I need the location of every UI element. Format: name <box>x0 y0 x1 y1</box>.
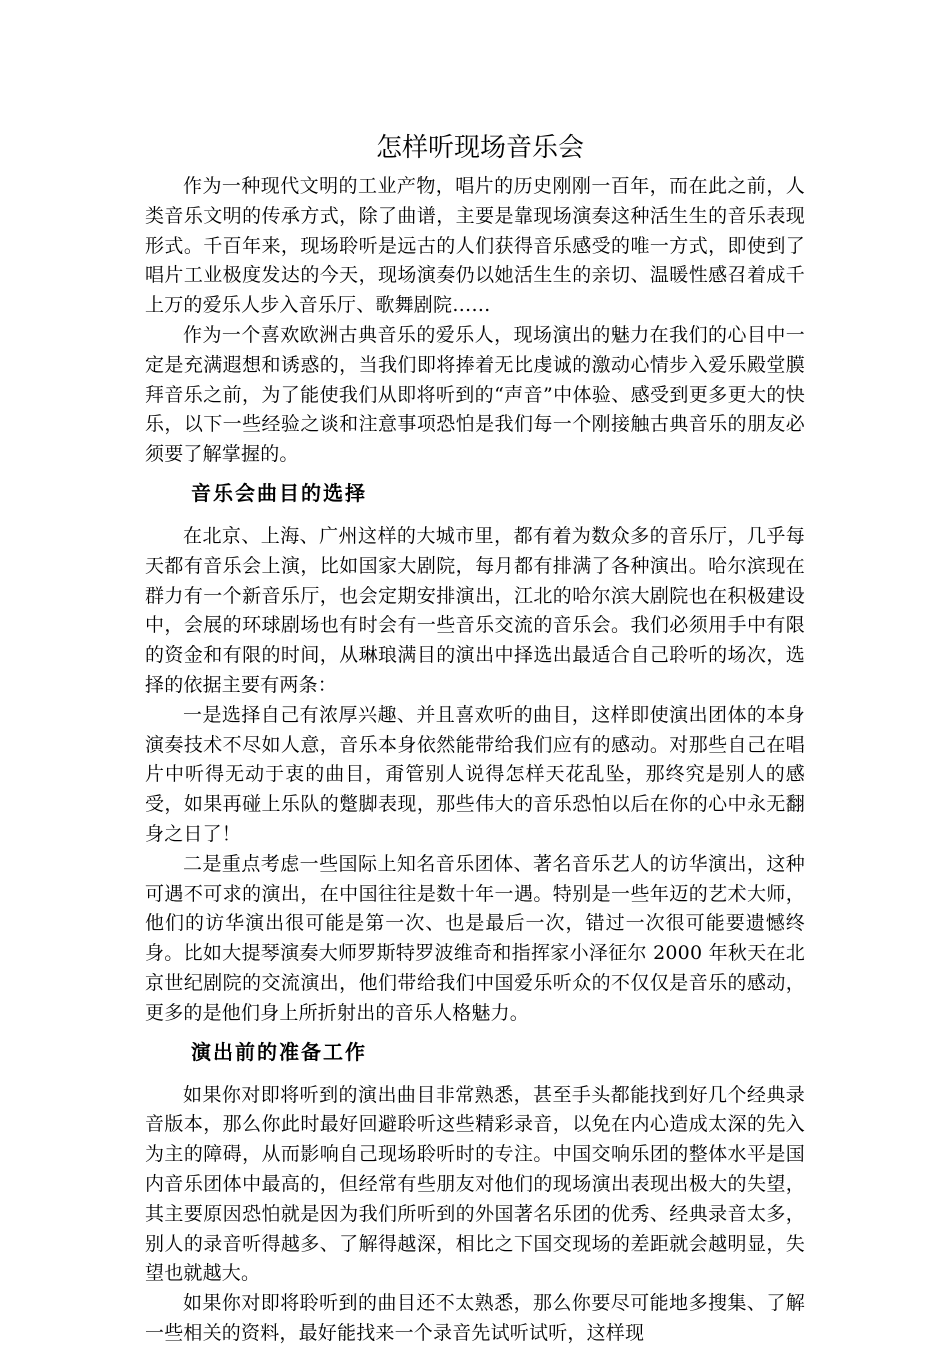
section1-paragraph-3: 二是重点考虑一些国际上知名音乐团体、著名音乐艺人的访华演出，这种可遇不可求的演出，在中国往往是数十年一遇。特别是一些年迈的艺术大师，他们的访华演出很可能是第一次、也是最后一次，错过一次很可能要遗憾终身。比如大提琴演奏大师罗斯特罗波维奇和指挥家小泽征尔 2000 年秋天在北京世纪剧院的交流演出，他们带给我们中国爱乐听众的不仅仅是音乐的感动，更多的是他们身上所折射出的音乐人格魅力。 <box>145 852 805 1024</box>
section2-paragraph-1: 如果你对即将听到的演出曲目非常熟悉，甚至手头都能找到好几个经典录音版本，那么你此时最好回避聆听这些精彩录音，以免在内心造成太深的先入为主的障碍，从而影响自己现场聆听时的专注。中国交响乐团的整体水平是国内音乐团体中最高的，但经常有些朋友对他们的现场演出表现出极大的失望，其主要原因恐怕就是因为我们所听到的外国著名乐团的优秀、经典录音太多，别人的录音听得越多、了解得越深，相比之下国交现场的差距就会越明显，失望也就越大。 <box>145 1083 805 1285</box>
intro-paragraph-1: 作为一种现代文明的工业产物，唱片的历史刚刚一百年，而在此之前，人类音乐文明的传承方式，除了曲谱，主要是靠现场演奏这种活生生的音乐表现形式。千百年来，现场聆听是远古的人们获得音乐感受的唯一方式，即使到了唱片工业极度发达的今天，现场演奏仍以她活生生的亲切、温暖性感召着成千上万的爱乐人步入音乐厅、歌舞剧院…… <box>145 175 805 317</box>
section1-paragraph-2: 一是选择自己有浓厚兴趣、并且喜欢听的曲目，这样即使演出团体的本身演奏技术不尽如人意，音乐本身依然能带给我们应有的感动。对那些自己在唱片中听得无动于衷的曲目，甭管别人说得怎样天花乱坠，那终究是别人的感受，如果再碰上乐队的蹩脚表现，那些伟大的音乐恐怕以后在你的心中永无翻身之日了！ <box>145 703 805 845</box>
intro-paragraph-2: 作为一个喜欢欧洲古典音乐的爱乐人，现场演出的魅力在我们的心目中一定是充满遐想和诱惑的，当我们即将捧着无比虔诚的激动心情步入爱乐殿堂膜拜音乐之前，为了能使我们从即将听到的“声音”中体验、感受到更多更大的快乐，以下一些经验之谈和注意事项恐怕是我们每一个刚接触古典音乐的朋友必须要了解掌握的。 <box>145 323 805 466</box>
document-title: 怎样听现场音乐会 <box>375 133 584 163</box>
section1-paragraph-1: 在北京、上海、广州这样的大城市里，都有着为数众多的音乐厅，几乎每天都有音乐会上演，比如国家大剧院，每月都有排满了各种演出。哈尔滨现在群力有一个新音乐厅，也会定期安排演出，江北的哈尔滨大剧院也在积极建设中，会展的环球剧场也有时会有一些音乐交流的音乐会。我们必须用手中有限的资金和有限的时间，从琳琅满目的演出中择选出最适合自己聆听的场次，选择的依据主要有两条： <box>145 524 805 696</box>
section-heading-preparation: 演出前的准备工作 <box>191 1039 367 1064</box>
document-page <box>145 128 805 1349</box>
section2-paragraph-2: 如果你对即将聆听到的曲目还不太熟悉，那么你要尽可能地多搜集、了解一些相关的资料，最好能找来一个录音先试听试听，这样现 <box>145 1292 805 1344</box>
section-heading-program-selection: 音乐会曲目的选择 <box>191 480 367 505</box>
